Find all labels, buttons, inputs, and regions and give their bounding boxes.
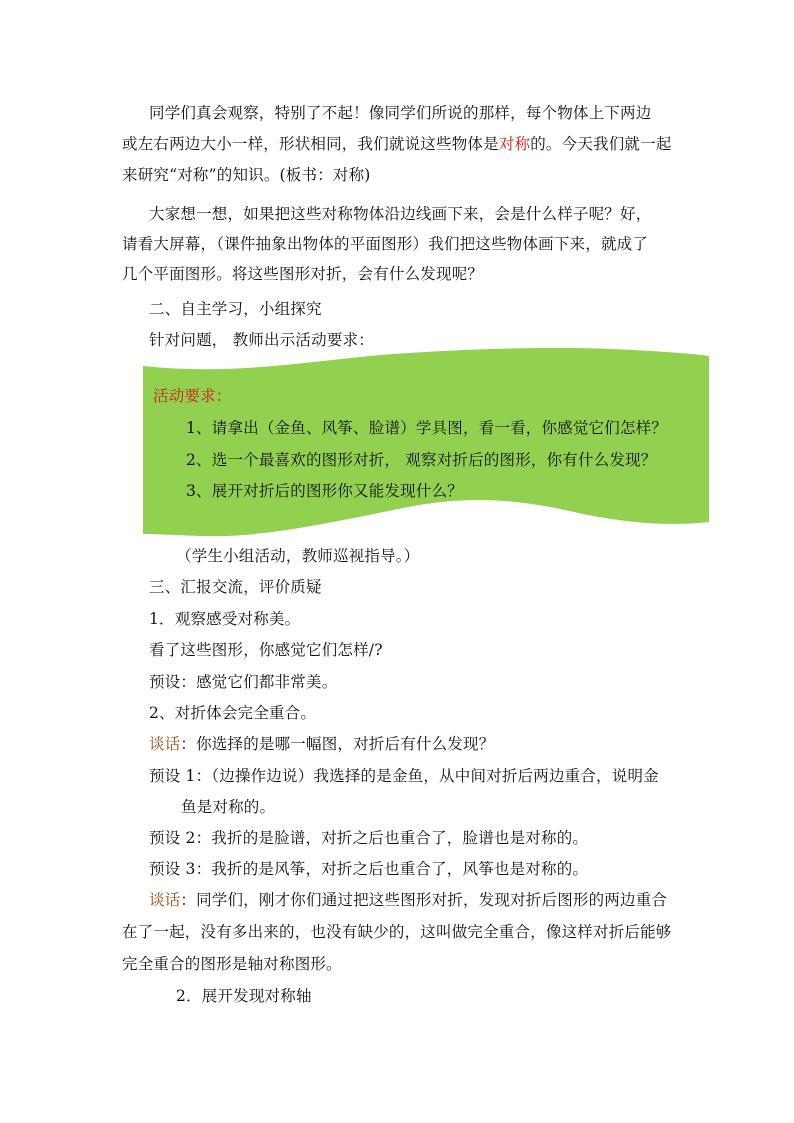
intro-paragraph-1-line-1: 同学们真会观察，特别了不起！像同学们所说的那样，每个物体上下两边 [149, 104, 652, 122]
preset-2: 预设 2：我折的是脸谱，对折之后也重合了，脸谱也是对称的。 [149, 829, 589, 847]
talk-1 [149, 734, 494, 754]
activity-title: 活动要求： [153, 387, 232, 405]
section-2-heading: 二、自主学习，小组探究 [149, 300, 322, 318]
preset-3: 预设 3：我折的是风筝，对折之后也重合了，风筝也是对称的。 [149, 860, 589, 878]
talk-2-line-3: 完全重合的图形是轴对称图形。 [122, 955, 342, 973]
talk-text: ：同学们，刚才你们通过把这些图形对折，发现对折后图形的两边重合 [180, 891, 668, 909]
talk-text: ：你选择的是哪一幅图，对折后有什么发现？ [180, 735, 495, 753]
after-activity-note: （学生小组活动，教师巡视指导。） [176, 547, 420, 565]
talk-label: 谈话 [149, 891, 181, 909]
activity-item-3: 3、展开对折后的图形你又能发现什么？ [186, 482, 463, 500]
answer-1: 预设：感觉它们都非常美。 [149, 673, 338, 691]
intro-paragraph-2-line-3: 几个平面图形。将这些图形对折，会有什么发现呢？ [122, 265, 484, 283]
subsection-3: 2．展开发现对称轴 [176, 987, 312, 1005]
intro-paragraph-1-line-2 [122, 134, 672, 154]
talk-2-line-2: 在了一起，没有多出来的，也没有缺少的，这叫做完全重合，像这样对折后能够 [122, 923, 672, 941]
preset-1-line-2: 鱼是对称的。 [181, 798, 276, 816]
subsection-1: 1．观察感受对称美。 [149, 610, 301, 628]
talk-label: 谈话 [149, 735, 181, 753]
preset-1-line-1: 预设 1：（边操作边说）我选择的是金鱼，从中间对折后两边重合，说明金 [149, 767, 659, 785]
question-1: 看了这些图形，你感觉它们怎样/? [149, 641, 383, 659]
intro-paragraph-1-line-3: 来研究“对称”的知识。(板书：对称) [122, 166, 371, 184]
keyword-symmetry: 对称 [498, 135, 531, 153]
intro-paragraph-2-line-2: 请看大屏幕，（课件抽象出物体的平面图形）我们把这些物体画下来，就成了 [122, 235, 649, 253]
section-3-heading: 三、汇报交流，评价质疑 [149, 578, 322, 596]
activity-item-1: 1、请拿出（金鱼、风筝、脸谱）学具图，看一看，你感觉它们怎样？ [186, 419, 668, 437]
intro-text: 或左右两边大小一样，形状相同，我们就说这些物体是 [122, 135, 499, 153]
section-2-intro: 针对问题， 教师出示活动要求： [149, 331, 374, 349]
banner-shape [143, 348, 709, 538]
activity-item-2: 2、选一个最喜欢的图形对折， 观察对折后的图形，你有什么发现？ [186, 451, 657, 469]
intro-text: 的。今天我们就一起 [530, 135, 672, 153]
talk-2-line-1 [149, 890, 667, 910]
intro-paragraph-2-line-1: 大家想一想，如果把这些对称物体沿边线画下来，会是什么样子呢？好， [149, 205, 652, 223]
activity-requirements-banner [143, 348, 709, 538]
subsection-2: 2、对折体会完全重合。 [149, 704, 317, 722]
